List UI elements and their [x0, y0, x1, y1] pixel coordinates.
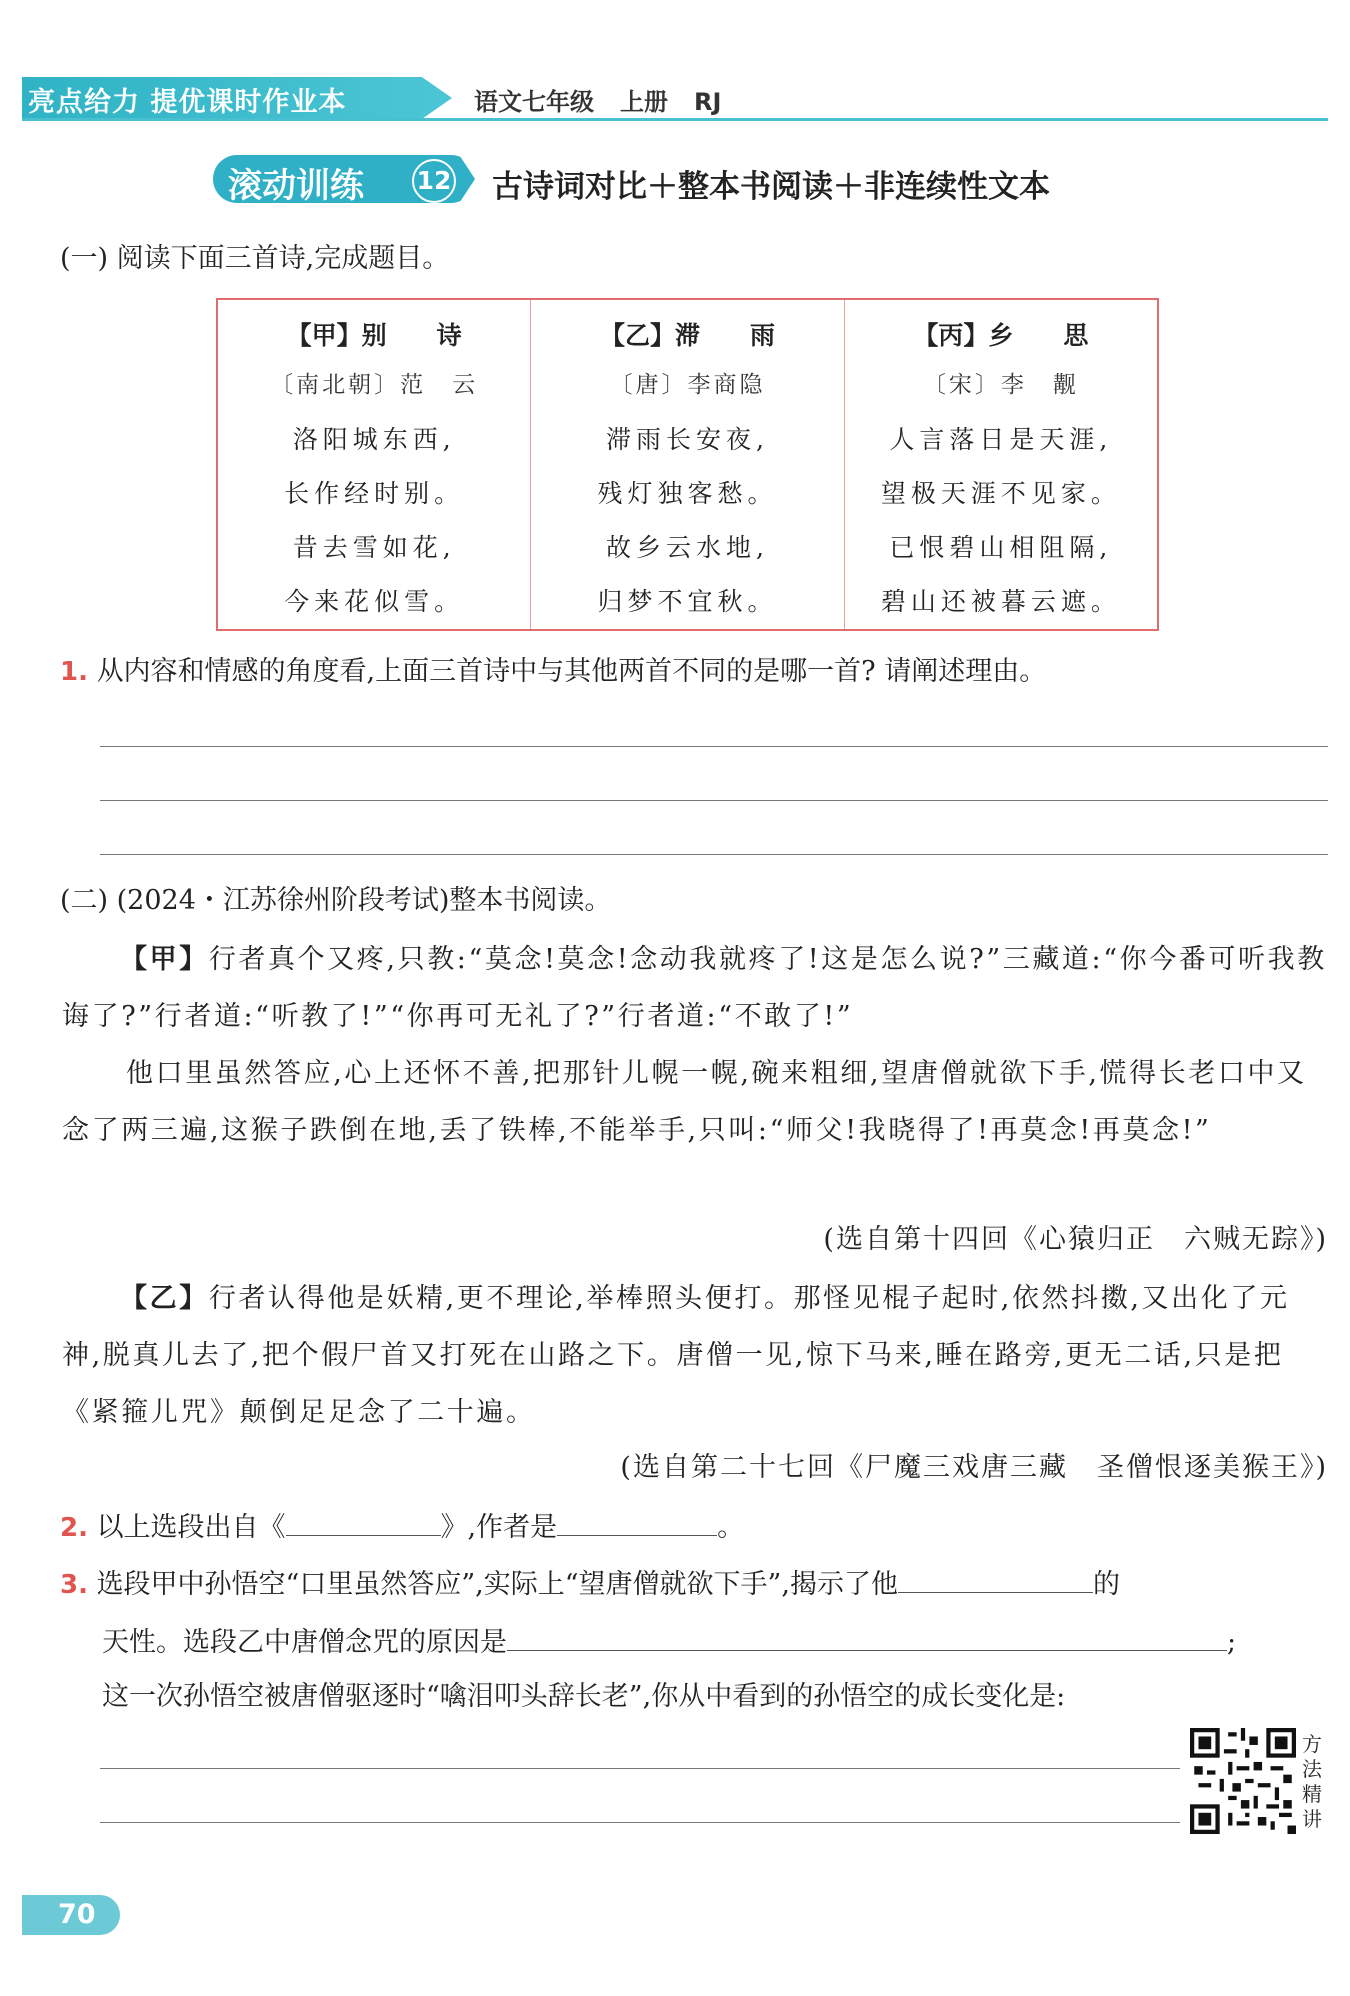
- poem-author: 〔宋〕李 觏: [922, 372, 1079, 398]
- book-title-blank[interactable]: [286, 1509, 441, 1536]
- poem-line: 已恨碧山相阻隔,: [889, 533, 1113, 562]
- passage-a-paragraph-1: [62, 931, 1330, 1045]
- series-brand: 亮点给力 提优课时作业本: [28, 87, 347, 118]
- section-badge-label: 滚动训练: [228, 166, 364, 206]
- poem-title: 【乙】滞 雨: [599, 321, 775, 350]
- poem-line: 洛阳城东西,: [292, 425, 456, 454]
- question-3-line-3: 这一次孙悟空被唐僧驱逐时“噙泪叩头辞长老”,你从中看到的孙悟空的成长变化是:: [102, 1681, 1066, 1712]
- passage-a-paragraph-2: 他口里虽然答应,心上还怀不善,把那针儿幌一幌,碗来粗细,望唐僧就欲下手,慌得长老口中又念了两三遍,这猴子跌倒在地,丢了铁棒,不能举手,只叫:“师父!我晓得了!再莫念!再莫念!”: [62, 1058, 1307, 1146]
- question-text: 从内容和情感的角度看,上面三首诗中与其他两首不同的是哪一首? 请阐述理由。: [96, 656, 1047, 687]
- poem-line: 滞雨长安夜,: [606, 425, 769, 454]
- subject-label: 语文七年级: [474, 88, 594, 116]
- edition-label: RJ: [694, 88, 722, 116]
- question-2: [60, 1509, 744, 1544]
- qr-code-icon[interactable]: [1190, 1728, 1296, 1834]
- passage-label: 【乙】: [120, 1283, 209, 1314]
- section-badge-number: 12: [412, 159, 456, 203]
- poem-line: 人言落日是天涯,: [889, 425, 1113, 454]
- poem-line: 碧山还被暮云遮。: [880, 587, 1121, 616]
- passage-text: 行者真个又疼,只教:“莫念!莫念!念动我就疼了!这是怎么说?”三藏道:“你今番可听我教诲了?”行者道:“听教了!”“你再可无礼了?”行者道:“不敢了!”: [62, 944, 1327, 1032]
- answer-line[interactable]: [100, 1822, 1180, 1823]
- poem-line: 今来花似雪。: [284, 587, 465, 616]
- poem-line: 长作经时别。: [284, 479, 465, 508]
- poem-column-c: [845, 300, 1157, 629]
- poem-title: 【甲】别 诗: [286, 321, 462, 350]
- answer-line[interactable]: [100, 746, 1328, 747]
- reason-blank[interactable]: [507, 1624, 1227, 1651]
- question-text: 的: [1092, 1569, 1120, 1600]
- poem-column-a: [218, 300, 531, 629]
- question-text: ;: [1227, 1627, 1237, 1658]
- question-number: 2.: [60, 1513, 88, 1543]
- poem-author: 〔唐〕李商隐: [609, 372, 766, 398]
- poem-line: 故乡云水地,: [606, 533, 769, 562]
- poem-table: [216, 298, 1159, 631]
- question-3-line-2: [102, 1624, 1236, 1659]
- answer-line[interactable]: [100, 800, 1328, 801]
- section-title: 古诗词对比＋整本书阅读＋非连续性文本: [492, 169, 1050, 205]
- poem-line: 残灯独客愁。: [597, 479, 778, 508]
- header-rule: [22, 118, 1328, 121]
- book-info: [474, 82, 747, 117]
- passage-text: 行者认得他是妖精,更不理论,举棒照头便打。那怪见棍子起时,依然抖擞,又出化了元神,脱真儿去了,把个假尸首又打死在山路之下。唐僧一见,惊下马来,睡在路旁,更无二话,只是把《紧箍儿咒》颠倒足足念了二十遍。: [62, 1283, 1290, 1428]
- answer-line[interactable]: [100, 854, 1328, 855]
- trait-blank[interactable]: [898, 1566, 1093, 1593]
- part1-heading: (一) 阅读下面三首诗,完成题目。: [60, 243, 450, 274]
- passage-a-source: (选自第十四回《心猿归正 六贼无踪》): [823, 1224, 1328, 1255]
- passage-label: 【甲】: [120, 944, 209, 975]
- passage-b-paragraph: [62, 1270, 1330, 1441]
- question-number: 3.: [60, 1570, 88, 1600]
- page-number: 70: [22, 1895, 120, 1935]
- poem-title: 【丙】乡 思: [913, 321, 1089, 350]
- poem-line: 归梦不宜秋。: [597, 587, 778, 616]
- volume-label: 上册: [620, 88, 668, 116]
- question-text: 》,作者是: [440, 1512, 558, 1543]
- answer-line[interactable]: [100, 1768, 1180, 1769]
- passage-b-source: (选自第二十七回《尸魔三戏唐三藏 圣僧恨逐美猴王》): [620, 1452, 1328, 1483]
- question-text: 。: [717, 1512, 745, 1543]
- question-text: 以上选段出自《: [96, 1512, 286, 1543]
- question-text: 天性。选段乙中唐僧念咒的原因是: [102, 1627, 507, 1658]
- qr-code-label: 方法精讲: [1302, 1732, 1322, 1831]
- poem-line: 望极天涯不见家。: [880, 479, 1121, 508]
- question-number: 1.: [60, 657, 88, 687]
- author-blank[interactable]: [557, 1509, 717, 1536]
- part2-heading: (二) (2024・江苏徐州阶段考试)整本书阅读。: [60, 885, 612, 916]
- poem-column-b: [531, 300, 844, 629]
- question-text: 选段甲中孙悟空“口里虽然答应”,实际上“望唐僧就欲下手”,揭示了他: [96, 1569, 898, 1600]
- question-3: [60, 1566, 1120, 1601]
- poem-author: 〔南北朝〕范 云: [270, 372, 479, 398]
- question-1: [60, 656, 1046, 688]
- poem-line: 昔去雪如花,: [292, 533, 456, 562]
